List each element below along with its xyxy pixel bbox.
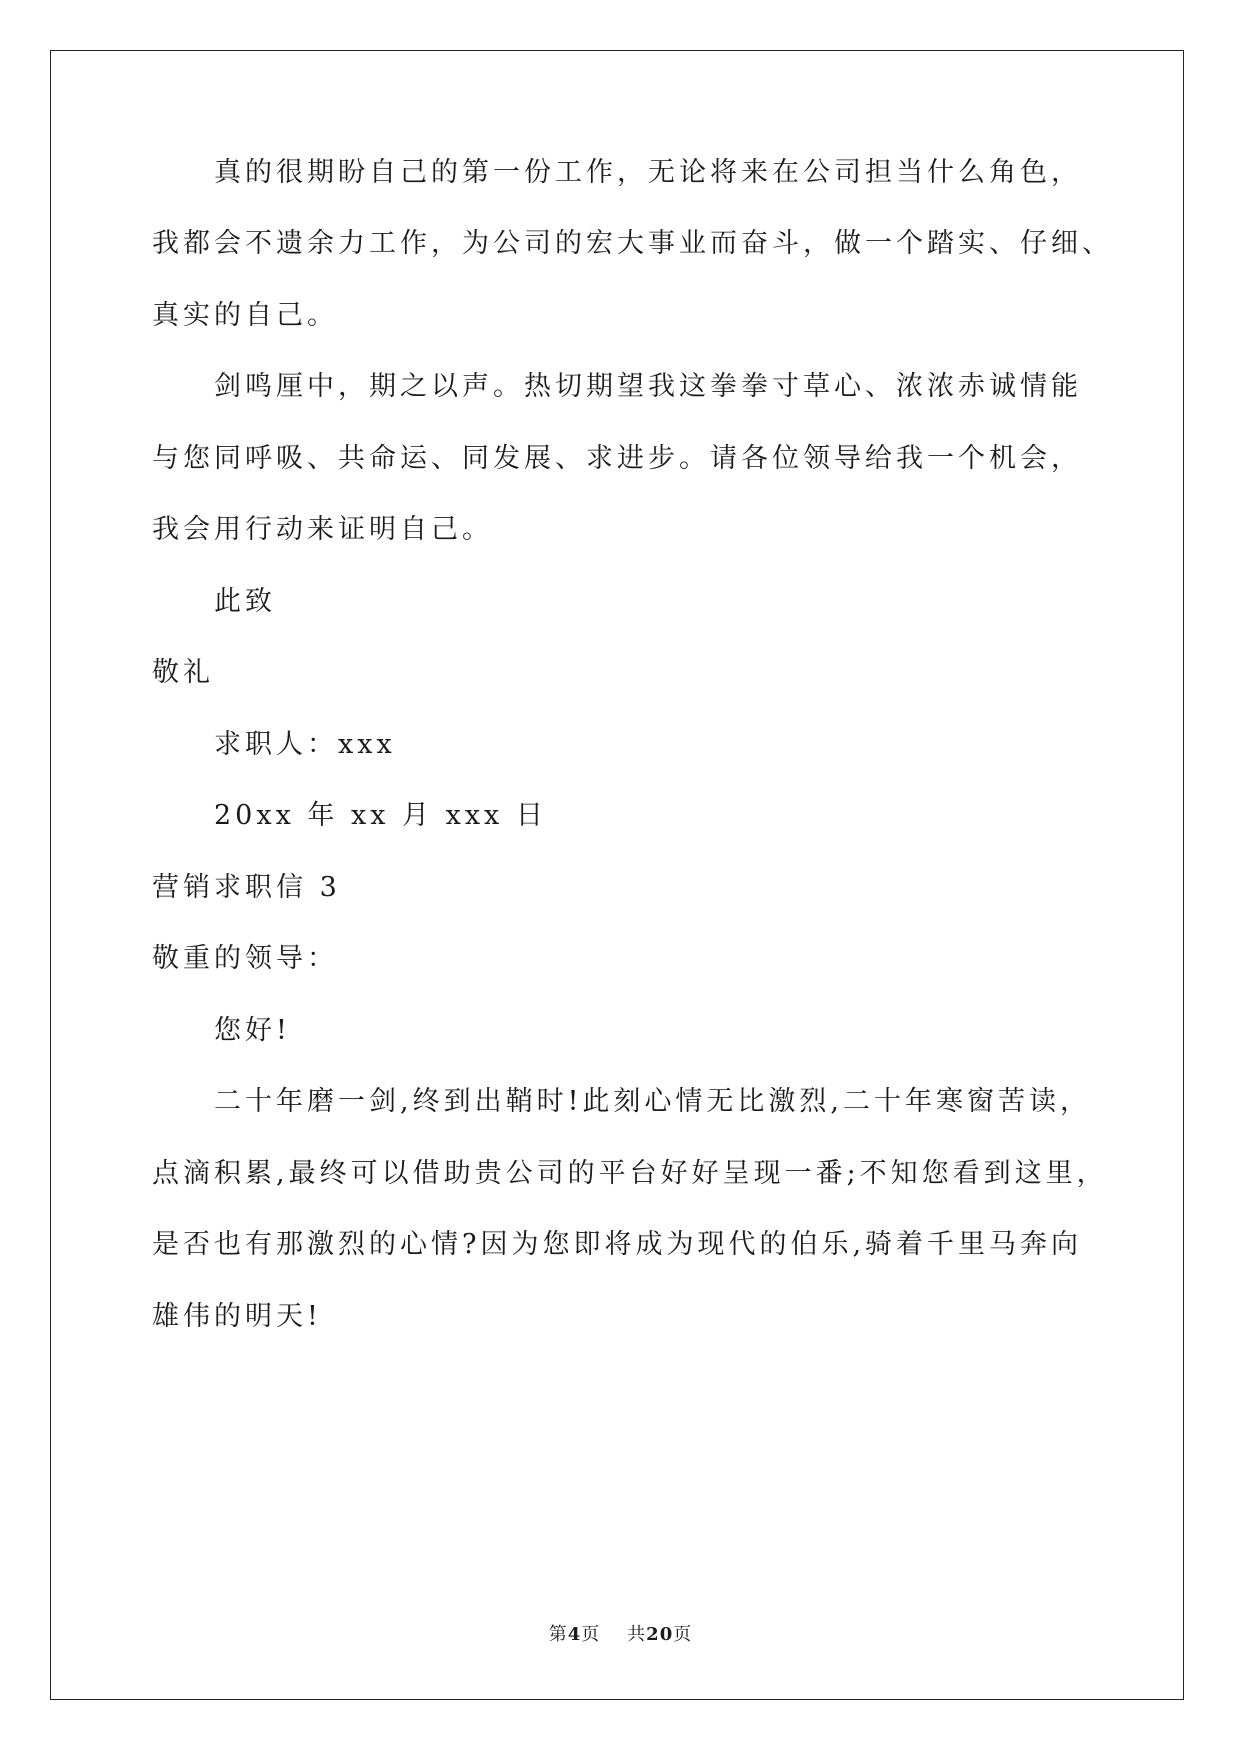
salute: 敬礼 [152,657,214,688]
page-number: 4 [567,1624,582,1645]
total-pages: 20 [646,1624,674,1645]
body-line: 点滴积累,最终可以借助贵公司的平台好好呈现一番;不知您看到这里， [152,1158,1108,1189]
page-footer [0,1620,1241,1646]
body-line: 雄伟的明天! [152,1301,322,1332]
body-line: 真实的自己。 [152,300,338,331]
greeting: 敬重的领导： [152,943,338,974]
date: 20xx 年 xx 月 xxx 日 [214,800,547,831]
body-line: 是否也有那激烈的心情?因为您即将成为现代的伯乐,骑着千里马奔向 [152,1229,1083,1260]
body-line: 与您同呼吸、共命运、同发展、求进步。请各位领导给我一个机会， [152,443,1082,474]
body-line: 二十年磨一剑,终到出鞘时!此刻心情无比激烈,二十年寒窗苦读， [214,1086,1092,1117]
body-line: 真的很期盼自己的第一份工作，无论将来在公司担当什么角色， [214,157,1082,188]
body-line: 剑鸣厘中，期之以声。热切期望我这拳拳寸草心、浓浓赤诚情能 [214,371,1082,402]
footer-total-prefix: 共 [627,1624,647,1645]
signature: 求职人：xxx [214,729,396,760]
body-line: 我都会不遗余力工作，为公司的宏大事业而奋斗，做一个踏实、仔细、 [152,228,1113,259]
section-title: 营销求职信 3 [152,872,341,903]
footer-prefix: 第 [548,1624,568,1645]
footer-total-suffix: 页 [673,1624,693,1645]
body-line: 我会用行动来证明自己。 [152,514,493,545]
closing: 此致 [214,586,276,617]
footer-page-suffix: 页 [581,1624,601,1645]
hello: 您好! [214,1015,291,1046]
